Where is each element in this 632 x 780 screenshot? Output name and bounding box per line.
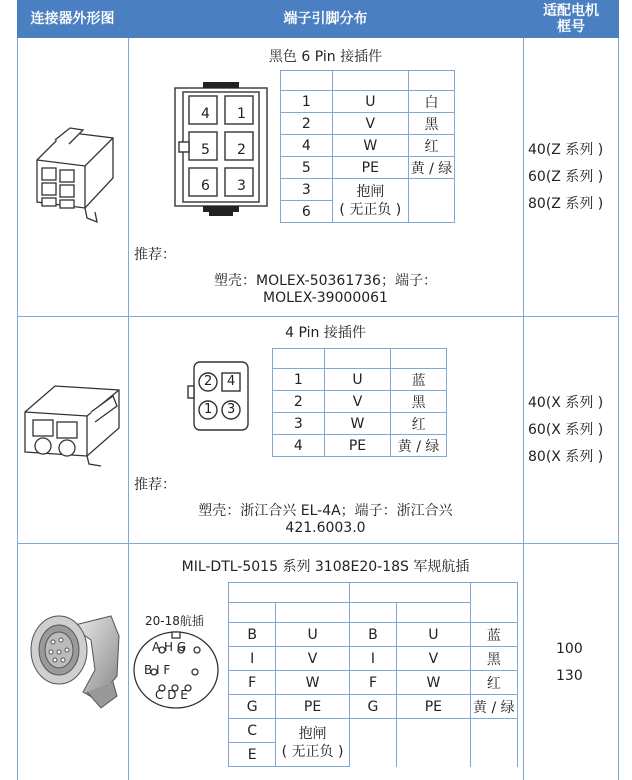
pin-signal: PE <box>276 695 350 719</box>
pin-signal: W <box>276 671 350 695</box>
row2-title: 4 Pin 接插件 <box>285 325 366 341</box>
header-motor-frame-line2: 框号 <box>557 19 585 35</box>
wire-color: 黄 / 绿 <box>391 435 447 457</box>
row2-recommend-label: 推荐： <box>134 477 176 493</box>
grid-line <box>618 38 619 780</box>
grid-line <box>523 38 524 780</box>
wire-color: 红 <box>470 671 517 695</box>
table-row <box>281 135 455 157</box>
pin-signal: V <box>332 113 408 135</box>
pin-label: 1 <box>204 402 213 417</box>
pin-letter: G <box>229 695 276 719</box>
row2-part-line1: 塑壳：浙江合兴 EL-4A；端子：浙江合兴 <box>198 503 453 519</box>
pin-number: 2 <box>281 113 333 135</box>
motor-frame-item: 80(X 系列 ) <box>528 449 604 465</box>
row3-motor-list <box>556 636 583 690</box>
pin-number: 2 <box>273 391 325 413</box>
pin-number: 3 <box>273 413 325 435</box>
table-row <box>273 391 447 413</box>
pin-signal: U <box>276 623 350 647</box>
wire-color: 黑 <box>470 647 517 671</box>
pin-signal: W <box>324 413 391 435</box>
row2-pin-table <box>272 348 447 457</box>
pin-signal: W <box>397 671 471 695</box>
mil-pin-letters: C D E <box>155 688 188 702</box>
table-row <box>281 91 455 113</box>
row1-motor-list <box>528 137 603 218</box>
pin-label: 6 <box>201 178 210 194</box>
pin-number: 6 <box>281 201 333 223</box>
pin-number: 4 <box>281 135 333 157</box>
pin-number: 1 <box>273 369 325 391</box>
pin-letter: I <box>349 647 396 671</box>
pin-letter: G <box>349 695 396 719</box>
pin-label: 2 <box>204 374 213 389</box>
table-row <box>281 179 455 201</box>
row-divider <box>17 543 619 544</box>
wire-color: 蓝 <box>470 623 517 647</box>
header-motor-frame-line1: 适配电机 <box>543 3 599 19</box>
pin-letter: B <box>349 623 396 647</box>
pin-signal: PE <box>324 435 391 457</box>
pin-number: 5 <box>281 157 333 179</box>
pin-label: 5 <box>201 142 210 158</box>
pin-number: 4 <box>273 435 325 457</box>
four-pin-face-diagram <box>186 358 256 434</box>
wire-color: 红 <box>408 135 454 157</box>
brake-note: ( 无正负 ) <box>281 743 344 760</box>
row1-part-line2: MOLEX-39000061 <box>263 290 388 306</box>
header-pin-layout: 端子引脚分布 <box>283 11 368 27</box>
pin-label: 4 <box>201 106 210 122</box>
grid-line <box>17 38 18 780</box>
molex-6pin-connector-image <box>25 120 123 230</box>
mil-pin-letters: B I F <box>144 663 171 677</box>
pin-letter: F <box>349 671 396 695</box>
table-row <box>281 113 455 135</box>
table-row <box>229 671 518 695</box>
pin-signal: U <box>332 91 408 113</box>
row2-part-line2: 421.6003.0 <box>285 520 366 536</box>
header-connector-shape: 连接器外形图 <box>30 11 115 27</box>
row3-pin-table <box>228 582 518 767</box>
four-pin-connector-image <box>21 372 125 472</box>
table-row <box>229 623 518 647</box>
header-motor-frame <box>523 0 619 38</box>
connector-table <box>17 0 619 780</box>
table-row <box>229 695 518 719</box>
motor-frame-item: 80(Z 系列 ) <box>528 196 604 212</box>
pin-signal: V <box>397 647 471 671</box>
pin-letter: F <box>229 671 276 695</box>
row3-title: MIL-DTL-5015 系列 3108E20-18S 军规航插 <box>181 559 470 575</box>
pin-signal: V <box>276 647 350 671</box>
motor-frame-item: 130 <box>556 668 583 684</box>
pin-signal: U <box>397 623 471 647</box>
mil-pin-letters: A H G <box>152 640 187 654</box>
pin-label: 1 <box>237 106 246 122</box>
row-divider <box>17 316 619 317</box>
table-row <box>273 413 447 435</box>
wire-color: 黑 <box>408 113 454 135</box>
brake-cell <box>332 179 408 223</box>
motor-frame-item: 60(Z 系列 ) <box>528 169 604 185</box>
pin-letter: I <box>229 647 276 671</box>
table-row <box>273 435 447 457</box>
pin-signal: W <box>332 135 408 157</box>
motor-frame-item: 60(X 系列 ) <box>528 422 604 438</box>
table-row <box>273 369 447 391</box>
pin-label: 3 <box>237 178 246 194</box>
mil-diagram-label: 20-18航插 <box>145 614 204 628</box>
wire-color: 蓝 <box>391 369 447 391</box>
pin-signal: PE <box>397 695 471 719</box>
motor-frame-item: 40(Z 系列 ) <box>528 142 604 158</box>
pin-letter: E <box>229 743 276 767</box>
pin-number: 3 <box>281 179 333 201</box>
six-pin-face-diagram <box>173 80 269 218</box>
brake-label: 抱闸 <box>298 725 327 742</box>
motor-frame-item: 40(X 系列 ) <box>528 395 604 411</box>
row2-motor-list <box>528 390 603 471</box>
pin-number: 1 <box>281 91 333 113</box>
pin-letter: B <box>229 623 276 647</box>
row1-pin-table <box>280 70 455 223</box>
brake-label: 抱闸 <box>356 183 385 200</box>
pin-signal: V <box>324 391 391 413</box>
row1-part-line1: 塑壳：MOLEX-50361736；端子： <box>214 273 437 289</box>
pin-signal: PE <box>332 157 408 179</box>
table-row <box>281 157 455 179</box>
pin-label: 4 <box>227 374 236 389</box>
brake-cell <box>276 719 350 767</box>
grid-line <box>128 38 129 780</box>
pin-signal: U <box>324 369 391 391</box>
wire-color: 黑 <box>391 391 447 413</box>
table-row <box>229 647 518 671</box>
motor-frame-item: 100 <box>556 641 583 657</box>
wire-color: 黄 / 绿 <box>470 695 517 719</box>
pin-label: 3 <box>227 402 236 417</box>
row1-recommend-label: 推荐： <box>134 247 176 263</box>
pin-letter: C <box>229 719 276 743</box>
wire-color: 红 <box>391 413 447 435</box>
row1-title: 黑色 6 Pin 接插件 <box>268 49 383 65</box>
table-row <box>229 719 518 743</box>
brake-note: ( 无正负 ) <box>339 201 402 218</box>
wire-color: 白 <box>408 91 454 113</box>
mil-connector-image <box>21 596 125 716</box>
pin-label: 2 <box>237 142 246 158</box>
wire-color: 黄 / 绿 <box>408 157 454 179</box>
